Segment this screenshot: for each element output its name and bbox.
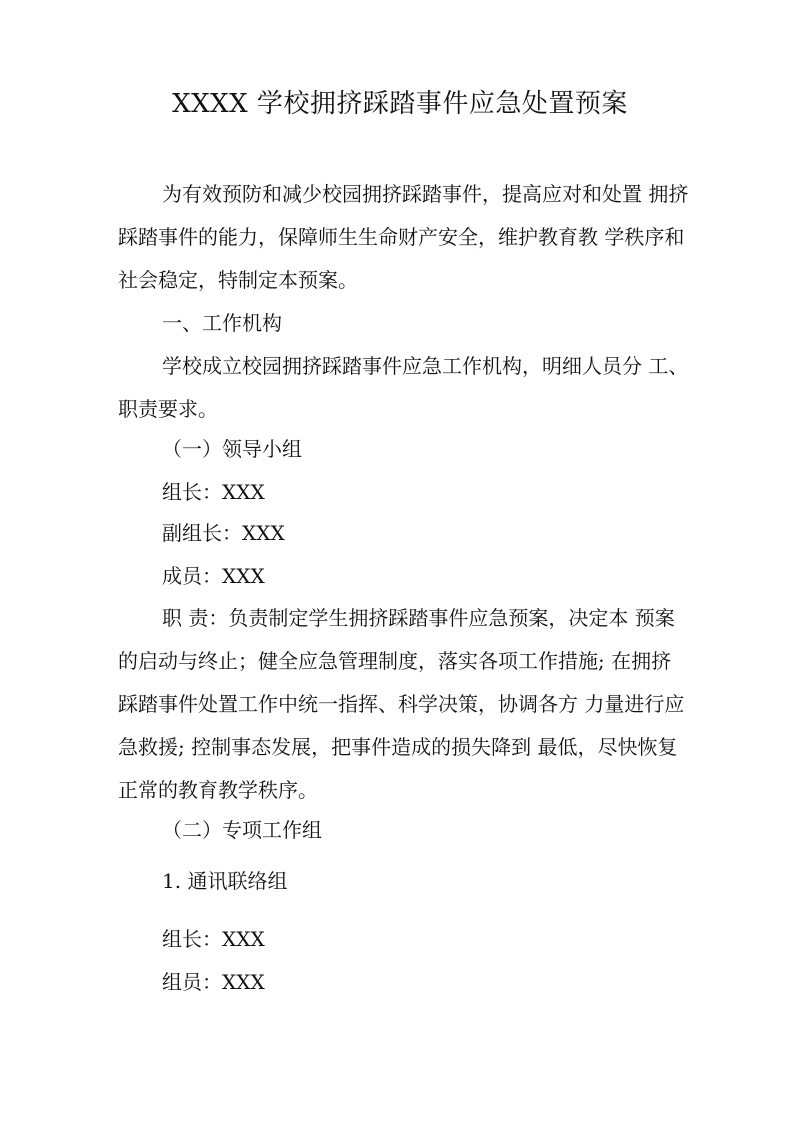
duties-line-4: 急救援; 控制事态发展，把事件造成的损失降到 最低，尽快恢复 (118, 735, 678, 759)
duties-line-2: 的启动与终止；健全应急管理制度，落实各项工作措施; 在拥挤 (118, 649, 672, 673)
section-heading-work-organization: 一、工作机构 (162, 311, 282, 335)
duties-line-5: 正常的教育教学秩序。 (118, 778, 318, 802)
duties-line-1: 职 责：负责制定学生拥挤踩踏事件应急预案，决定本 预案 (162, 606, 675, 630)
subgroup1-leader-line: 组长：XXX (162, 927, 265, 951)
subsection-heading-special-work-groups: （二）专项工作组 (162, 818, 322, 842)
intro-line-1: 为有效预防和减少校园拥挤踩踏事件，提高应对和处置 拥挤 (162, 182, 689, 206)
intro-line-3: 社会稳定，特制定本预案。 (118, 268, 358, 292)
subsection-heading-leadership-group: （一）领导小组 (162, 437, 302, 461)
subgroup1-members-line: 组员：XXX (162, 970, 265, 994)
subgroup-heading-communication: 1. 通讯联络组 (162, 869, 288, 893)
section1-para-line-1: 学校成立校园拥挤踩踏事件应急工作机构，明细人员分 工、 (162, 354, 689, 378)
leader-line: 组长：XXX (162, 480, 265, 504)
document-title: XXXX 学校拥挤踩踏事件应急处置预案 (172, 89, 628, 119)
duties-line-3: 踩踏事件处置工作中统一指挥、科学决策，协调各方 力量进行应 (118, 692, 685, 716)
vice-leader-line: 副组长：XXX (162, 521, 285, 545)
intro-line-2: 踩踏事件的能力，保障师生生命财产安全，维护教育教 学秩序和 (118, 225, 685, 249)
section1-para-line-2: 职责要求。 (118, 397, 218, 421)
members-line: 成员：XXX (162, 564, 265, 588)
